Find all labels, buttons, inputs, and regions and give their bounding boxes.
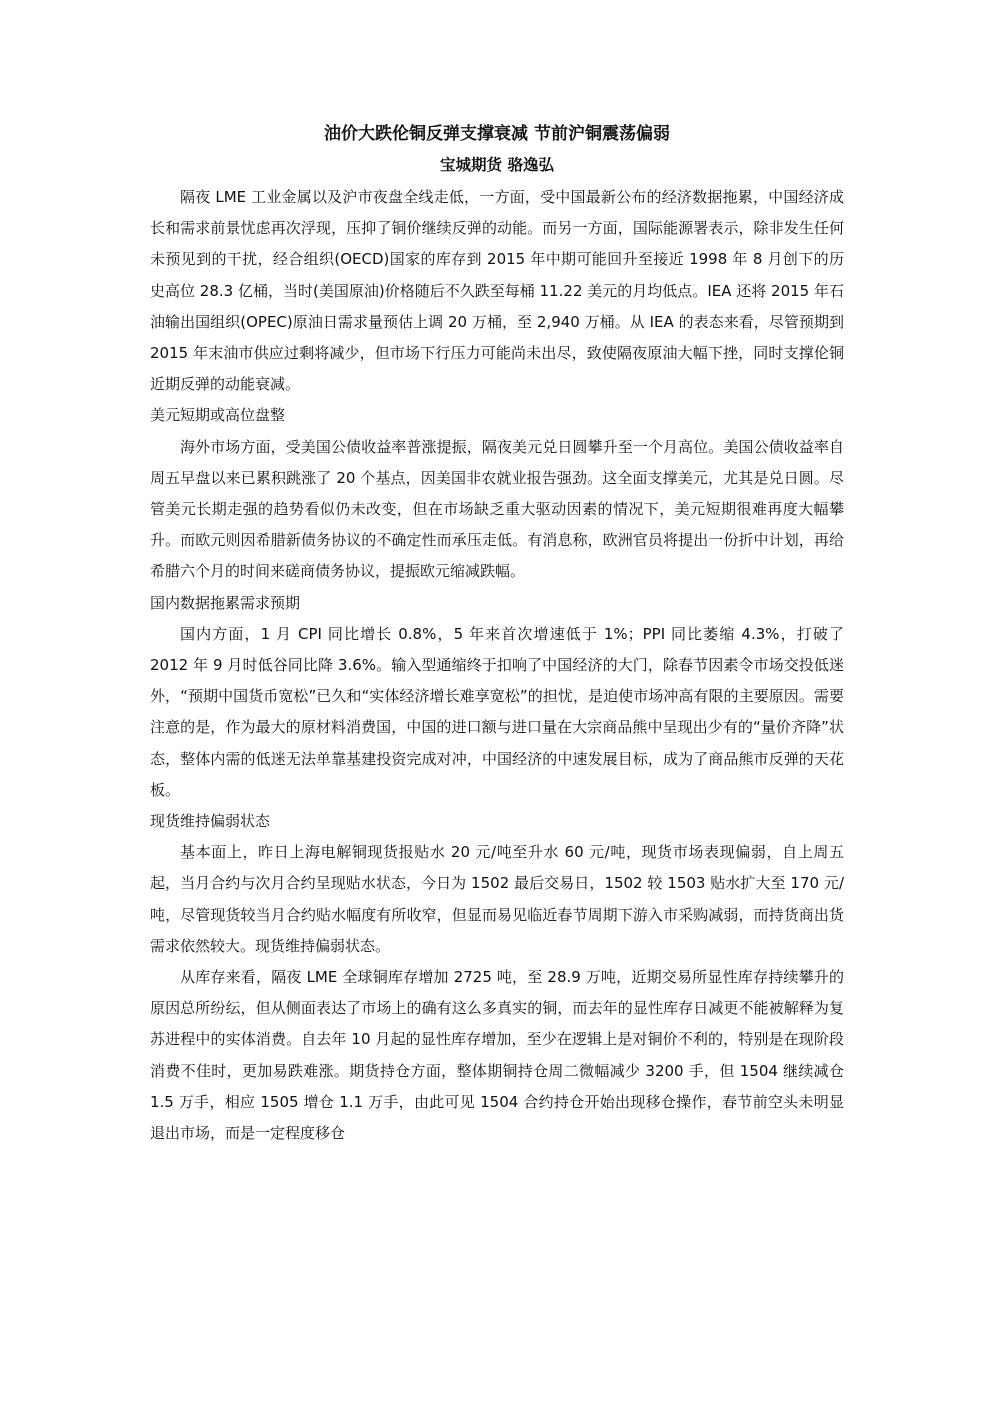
section-heading-usd: 美元短期或高位盘整 [150, 406, 286, 425]
paragraph-spot: 基本面上，昨日上海电解铜现货报贴水 20 元/吨至升水 60 元/吨，现货市场表现偏弱，自上周五起，当月合约与次月合约呈现贴水状态，今日为 1502 最后交易日，1502 较 1503 贴水扩大至 170 元/吨，尽管现货较当月合约贴水幅度有所收窄，但显而易见临近春节周期下游入市采购减弱，而持货商出货需求依然较大。现货维持偏弱状态。 [150, 843, 844, 955]
article-title: 油价大跌伦铜反弹支撑衰减 节前沪铜震荡偏弱 [324, 124, 670, 144]
paragraph-domestic-data: 国内方面，1 月 CPI 同比增长 0.8%，5 年来首次增速低于 1%；PPI 同比萎缩 4.3%，打破了 2012 年 9 月时低谷同比降 3.6%。输入型通缩终于扣响了中国经济的大门，除春节因素令市场交投低迷外，“预期中国货币宽松”已久和“实体经济增长难享宽松”的担忧，是迫使市场冲高有限的主要原因。需要注意的是，作为最大的原材料消费国，中国的进口额与进口量在大宗商品熊中呈现出少有的“量价齐降”状态，整体内需的低迷无法单靠基建投资完成对冲，中国经济的中速发展目标，成为了商品熊市反弹的天花板。 [150, 624, 844, 799]
section-heading-domestic-data: 国内数据拖累需求预期 [150, 593, 301, 612]
article-author: 宝城期货 骆逸弘 [440, 156, 554, 174]
paragraph-inventory: 从库存来看，隔夜 LME 全球铜库存增加 2725 吨，至 28.9 万吨，近期交易所显性库存持续攀升的原因总所纷纭，但从侧面表达了市场上的确有这么多真实的铜，而去年的显性库存日减更不能被解释为复苏进程中的实体消费。自去年 10 月起的显性库存增加，至少在逻辑上是对铜价不利的，特别是在现阶段消费不佳时，更加易跌难涨。期货持仓方面，整体期铜持仓周二微幅减少 3200 手，但 1504 继续减仓 1.5 万手，相应 1505 增仓 1.1 万手，由此可见 1504 合约持仓开始出现移仓操作，春节前空头未明显退出市场，而是一定程度移仓 [150, 968, 844, 1143]
paragraph-oil-price: 隔夜 LME 工业金属以及沪市夜盘全线走低，一方面，受中国最新公布的经济数据拖累，中国经济成长和需求前景忧虑再次浮现，压抑了铜价继续反弹的动能。而另一方面，国际能源署表示，除非发生任何未预见到的干扰，经合组织(OECD)国家的库存到 2015 年中期可能回升至接近 1998 年 8 月创下的历史高位 28.3 亿桶，当时(美国原油)价格随后不久跌至每桶 11.22 美元的月均低点。IEA 还将 2015 年石油输出国组织(OPEC)原油日需求量预估上调 20 万桶，至 2,940 万桶。从 IEA 的表态来看，尽管预期到 2015 年末油市供应过剩将减少，但市场下行压力可能尚未出尽，致使隔夜原油大幅下挫，同时支撑伦铜近期反弹的动能衰减。 [150, 188, 844, 394]
paragraph-usd: 海外市场方面，受美国公债收益率普涨提振，隔夜美元兑日圆攀升至一个月高位。美国公债收益率自周五早盘以来已累积跳涨了 20 个基点，因美国非农就业报告强劲。这全面支撑美元，尤其是兑日圆。尽管美元长期走强的趋势看似仍未改变，但在市场缺乏重大驱动因素的情况下，美元短期很难再度大幅攀升。而欧元则因希腊新债务协议的不确定性而承压走低。有消息称，欧洲官员将提出一份折中计划，再给希腊六个月的时间来磋商债务协议，提振欧元缩减跌幅。 [150, 437, 844, 581]
document-page [150, 118, 844, 1149]
section-heading-spot: 现货维持偏弱状态 [150, 812, 271, 831]
